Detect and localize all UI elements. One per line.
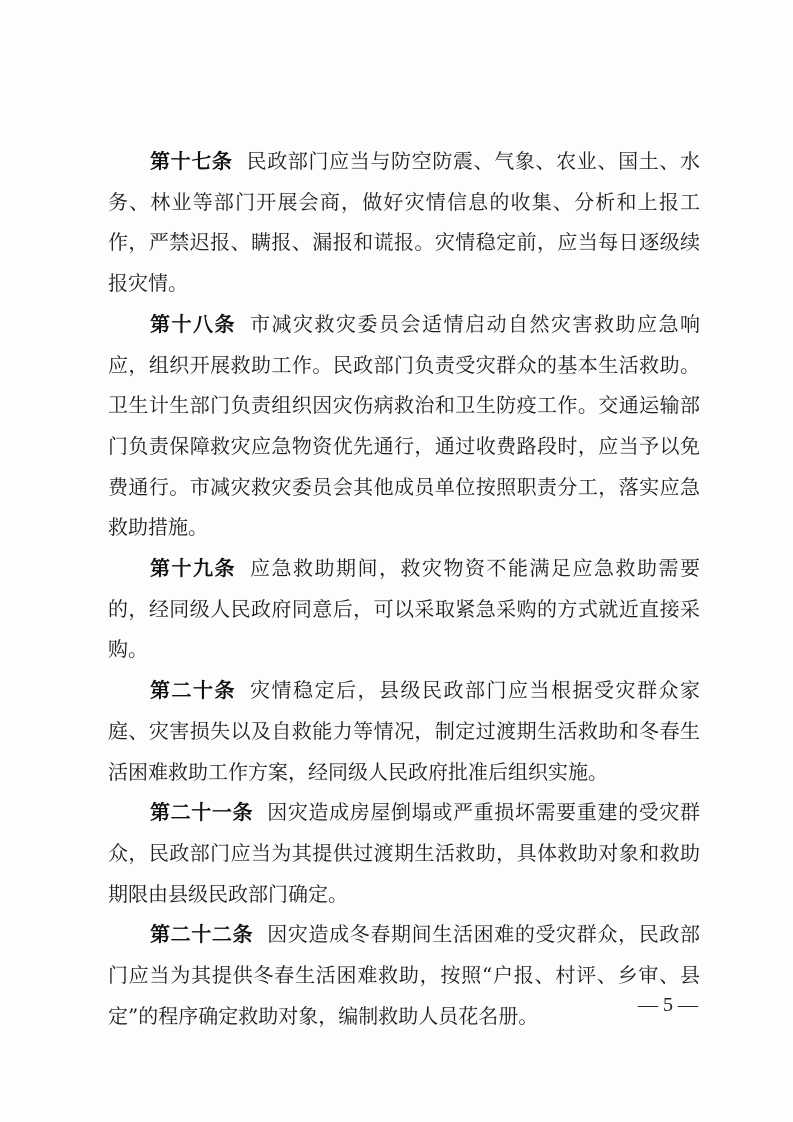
article-number: 第十九条 — [150, 556, 236, 581]
article-number: 第二十条 — [150, 678, 236, 703]
article-18 — [108, 304, 700, 548]
article-text: 因灾造成房屋倒塌或严重损坏需要重建的受灾群众，民政部门应当为其提供过渡期生活救助，具体救助对象和救助期限由县级民政部门确定。 — [108, 800, 701, 906]
article-19 — [108, 548, 700, 670]
article-text: 因灾造成冬春期间生活困难的受灾群众，民政部门应当为其提供冬春生活困难救助，按照“户报、村评、乡审、县定”的程序确定救助对象，编制救助人员花名册。 — [108, 922, 701, 1028]
article-number: 第十八条 — [150, 311, 236, 336]
article-20 — [108, 670, 700, 792]
article-text: 民政部门应当与防空防震、气象、农业、国土、水务、林业等部门开展会商，做好灾情信息的收集、分析和上报工作，严禁迟报、瞒报、漏报和谎报。灾情稳定前，应当每日逐级续报灾情。 — [108, 149, 701, 296]
document-body — [108, 141, 700, 1036]
article-17 — [108, 141, 700, 304]
article-text: 应急救助期间，救灾物资不能满足应急救助需要的，经同级人民政府同意后，可以采取紧急采购的方式就近直接采购。 — [108, 556, 700, 662]
article-text: 灾情稳定后，县级民政部门应当根据受灾群众家庭、灾害损失以及自救能力等情况，制定过渡期生活救助和冬春生活困难救助工作方案，经同级人民政府批准后组织实施。 — [108, 678, 700, 784]
article-22 — [108, 914, 700, 1036]
article-number: 第二十二条 — [150, 922, 254, 947]
article-number: 第十七条 — [150, 149, 233, 173]
article-number: 第二十一条 — [150, 800, 254, 825]
page-number: — 5 — — [638, 994, 698, 1016]
article-text: 市减灾救灾委员会适情启动自然灾害救助应急响应，组织开展救助工作。民政部门负责受灾群众的基本生活救助。卫生计生部门负责组织因灾伤病救治和卫生防疫工作。交通运输部门负责保障救灾应急物资优先通行，通过收费路段时，应当予以免费通行。市减灾救灾委员会其他成员单位按照职责分工，落实应急救助措施。 — [108, 311, 700, 540]
article-21 — [108, 792, 700, 914]
